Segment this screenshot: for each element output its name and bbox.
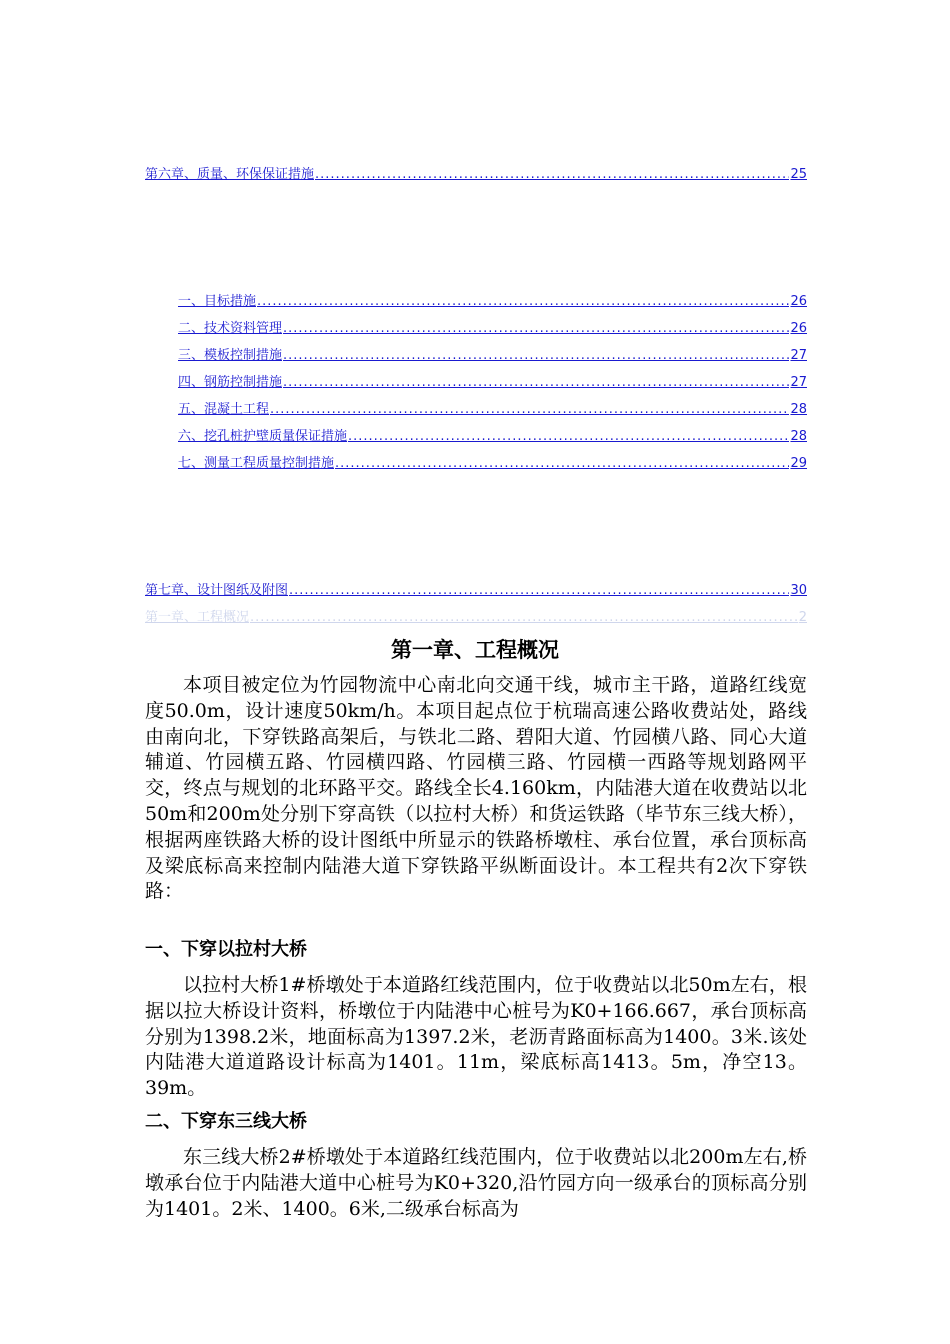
- toc-label: 六、挖孔桩护壁质量保证措施: [178, 429, 348, 444]
- toc-page-number: 27: [790, 375, 807, 390]
- toc-item[interactable]: [178, 348, 807, 364]
- section-heading: 二、下穿东三线大桥: [145, 1111, 307, 1132]
- toc-item[interactable]: [178, 294, 807, 310]
- section-heading: 一、下穿以拉村大桥: [145, 939, 307, 960]
- section-paragraph: 东三线大桥2#桥墩处于本道路红线范围内，位于收费站以北200m左右,桥墩承台位于内陆港大道中心桩号为K0+320,沿竹园方向一级承台的顶标高分别为1401。2米、1400。6米,二级承台标高为: [145, 1146, 807, 1220]
- toc-chapter-1[interactable]: [145, 610, 807, 626]
- toc-item[interactable]: [178, 402, 807, 418]
- toc-leader: [257, 294, 789, 310]
- toc-item[interactable]: [178, 375, 807, 391]
- toc-label: 三、模板控制措施: [178, 348, 283, 363]
- section-paragraph: 以拉村大桥1#桥墩处于本道路红线范围内，位于收费站以北50m左右，根据以拉大桥设计资料，桥墩位于内陆港中心桩号为K0+166.667，承台顶标高分别为1398.2米，地面标高为1397.2米，老沥青路面标高为1400。3米.该处内陆港大道道路设计标高为1401。11m，梁底标高1413。5m，净空13。39m。: [145, 974, 807, 1100]
- toc-leader: [283, 348, 789, 364]
- intro-paragraph: 本项目被定位为竹园物流中心南北向交通干线，城市主干路，道路红线宽度50.0m，设计速度50km/h。本项目起点位于杭瑞高速公路收费站处，路线由南向北，下穿铁路高架后，与铁北二路、碧阳大道、竹园横八路、同心大道辅道、竹园横五路、竹园横四路、竹园横三路、竹园横一西路等规划路网平交，终点与规划的北环路平交。路线全长4.160km，内陆港大道在收费站以北50m和200m处分别下穿高铁（以拉村大桥）和货运铁路（毕节东三线大桥），根据两座铁路大桥的设计图纸中所显示的铁路桥墩柱、承台位置，承台顶标高及梁底标高来控制内陆港大道下穿铁路平纵断面设计。本工程共有2次下穿铁路：: [145, 674, 807, 903]
- toc-leader: [270, 402, 789, 418]
- toc-label: 一、目标措施: [178, 294, 257, 309]
- toc-page-number: 28: [790, 402, 807, 417]
- toc-page-number: 2: [798, 610, 807, 625]
- toc-chapter-7[interactable]: [145, 583, 807, 599]
- toc-page-number: 26: [790, 294, 807, 309]
- toc-chapter-6[interactable]: [145, 167, 807, 183]
- toc-label: 五、混凝土工程: [178, 402, 270, 417]
- toc-page-number: 25: [790, 167, 807, 182]
- toc-page-number: 28: [790, 429, 807, 444]
- toc-leader: [348, 429, 789, 445]
- toc-item[interactable]: [178, 321, 807, 337]
- toc-label: 第一章、工程概况: [145, 610, 250, 625]
- chapter-title: 第一章、工程概况: [391, 638, 559, 662]
- toc-label: 七、测量工程质量控制措施: [178, 456, 335, 471]
- toc-leader: [283, 375, 789, 391]
- toc-leader: [283, 321, 789, 337]
- toc-label: 四、钢筋控制措施: [178, 375, 283, 390]
- toc-page-number: 27: [790, 348, 807, 363]
- toc-leader: [289, 583, 789, 599]
- toc-leader: [335, 456, 789, 472]
- toc-label: 第七章、设计图纸及附图: [145, 583, 289, 598]
- toc-page-number: 29: [790, 456, 807, 471]
- toc-leader: [250, 610, 798, 626]
- toc-leader: [315, 167, 789, 183]
- toc-item[interactable]: [178, 429, 807, 445]
- toc-page-number: 26: [790, 321, 807, 336]
- toc-label: 二、技术资料管理: [178, 321, 283, 336]
- toc-page-number: 30: [790, 583, 807, 598]
- toc-label: 第六章、质量、环保保证措施: [145, 167, 315, 182]
- toc-item[interactable]: [178, 456, 807, 472]
